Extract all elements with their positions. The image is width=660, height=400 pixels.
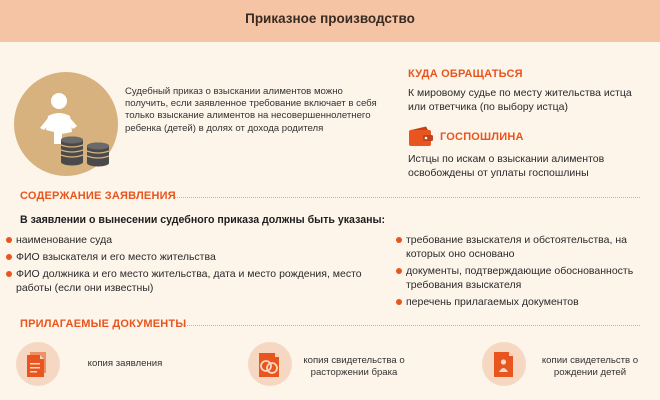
birth-certificate-icon	[482, 342, 526, 386]
broken-rings-icon	[248, 342, 292, 386]
list-item-text: ФИО взыскателя и его место жительства	[16, 251, 216, 263]
bullet-dot-icon	[6, 254, 12, 260]
fee-text: Истцы по искам о взыскании алиментов освобождены от уплаты госпошлины	[408, 153, 605, 179]
attached-documents-title: ПРИЛАГАЕМЫЕ ДОКУМЕНТЫ	[20, 318, 187, 330]
attached-doc-label: копия заявления	[87, 358, 163, 369]
where-to-apply-title: КУДА ОБРАЩАТЬСЯ	[408, 68, 523, 80]
wallet-icon	[408, 126, 434, 148]
section-divider	[175, 197, 640, 198]
where-to-apply-text: К мировому судье по месту жительства истца или ответчика (по выбору истца)	[408, 87, 632, 113]
child-with-coins-icon	[14, 72, 118, 176]
right-requirements-list	[396, 233, 652, 312]
list-item-text: документы, подтверждающие обоснованность требования взыскателя	[406, 265, 634, 291]
bullet-dot-icon	[6, 237, 12, 243]
list-item	[396, 233, 652, 261]
bullet-dot-icon	[396, 237, 402, 243]
list-item	[6, 267, 366, 295]
header-banner	[0, 0, 660, 42]
list-item	[396, 295, 652, 309]
section-divider	[180, 325, 640, 326]
list-item	[6, 250, 366, 264]
list-item	[6, 233, 366, 247]
list-item-text: требование взыскателя и обстоятельства, на которых оно основано	[406, 234, 627, 260]
documents-icon	[16, 342, 60, 386]
attached-doc-label: копии свидетельств о рождении детей	[541, 355, 639, 378]
bullet-dot-icon	[396, 299, 402, 305]
intro-text: Судебный приказ о взыскании алиментов можно получить, если заявленное требование включает в себя только взыскание алиментов на несовершеннолетнего ребенка (детей) в долях от дохода родителя	[125, 86, 377, 134]
list-item-text: ФИО должника и его место жительства, дата и место рождения, место работы (если они известны)	[16, 268, 362, 294]
bullet-dot-icon	[396, 268, 402, 274]
application-subheading: В заявлении о вынесении судебного приказа должны быть указаны:	[20, 214, 386, 226]
page-title: Приказное производство	[245, 11, 415, 26]
list-item-text: наименование суда	[16, 234, 113, 246]
attached-doc-label: копия свидетельства о расторжении брака	[303, 355, 405, 378]
left-requirements-list	[6, 233, 366, 298]
list-item-text: перечень прилагаемых документов	[406, 296, 579, 308]
bullet-dot-icon	[6, 271, 12, 277]
application-content-title: СОДЕРЖАНИЕ ЗАЯВЛЕНИЯ	[20, 190, 176, 202]
list-item	[396, 264, 652, 292]
fee-title: ГОСПОШЛИНА	[440, 131, 524, 143]
